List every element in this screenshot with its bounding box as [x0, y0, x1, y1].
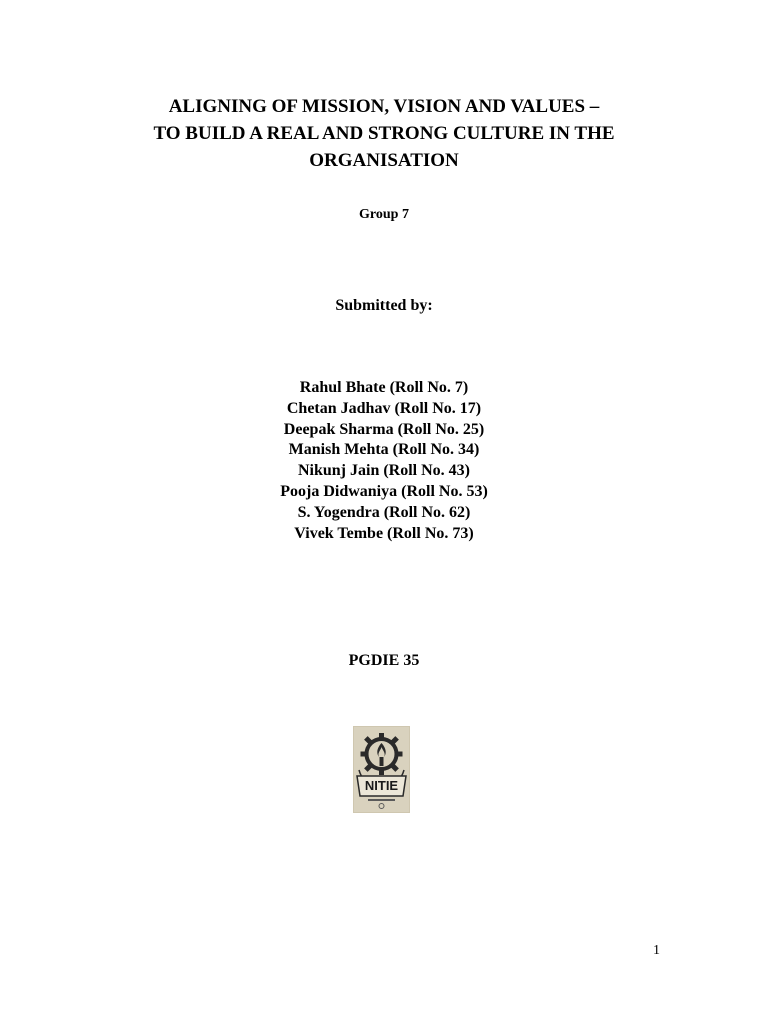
nitie-logo-emblem [353, 726, 410, 813]
page-number: 1 [653, 943, 660, 958]
title-line: ORGANISATION [309, 150, 459, 171]
submitted-by-label: Submitted by: [335, 297, 433, 314]
member-item: Deepak Sharma (Roll No. 25) [283, 420, 485, 438]
group-label: Group 7 [359, 207, 409, 222]
title-line: ALIGNING OF MISSION, VISION AND VALUES – [168, 96, 600, 117]
title-line: TO BUILD A REAL AND STRONG CULTURE IN THE [153, 123, 615, 144]
member-list [0, 378, 768, 544]
member-item: Manish Mehta (Roll No. 34) [288, 441, 480, 459]
member-item: Chetan Jadhav (Roll No. 17) [286, 399, 482, 417]
member-item: Pooja Didwaniya (Roll No. 53) [280, 482, 488, 500]
member-item: Nikunj Jain (Roll No. 43) [297, 462, 471, 480]
nitie-logo [353, 726, 410, 813]
member-item: Vivek Tembe (Roll No. 73) [294, 524, 474, 542]
member-item: Rahul Bhate (Roll No. 7) [299, 379, 469, 396]
nitie-logo-text: NITIE [364, 778, 399, 793]
member-item: S. Yogendra (Roll No. 62) [297, 503, 471, 521]
document-title [0, 93, 768, 174]
program-label: PGDIE 35 [348, 652, 420, 669]
